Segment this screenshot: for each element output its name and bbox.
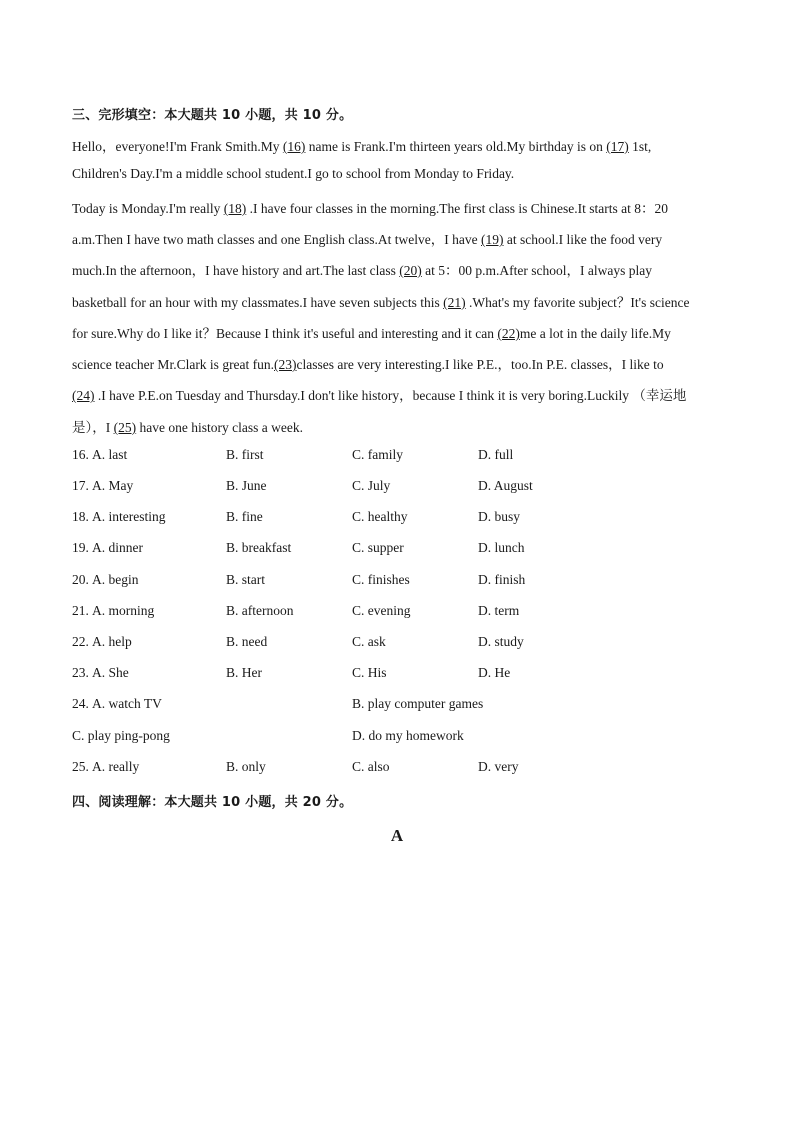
passage-line-9 <box>72 384 722 404</box>
option-c: C. family <box>352 447 403 462</box>
option-a: A. interesting <box>92 509 166 524</box>
option-a: A. dinner <box>92 540 143 555</box>
blank-17: (17) <box>606 139 629 154</box>
passage-text: .What's my favorite subject？It's science <box>465 295 690 310</box>
passage-text: me a lot in the daily life.My <box>519 326 671 341</box>
passage-line-6 <box>72 291 722 311</box>
option-d: D. lunch <box>478 540 525 555</box>
passage-text: for sure.Why do I like it？Because I think it's useful and interesting and it can <box>72 326 498 341</box>
passage-text: classes are very interesting.I like P.E.，too.In P.E. classes，I like to <box>296 357 664 372</box>
option-d: D. very <box>478 759 519 774</box>
option-b: B. only <box>226 759 266 774</box>
option-b: B. start <box>226 572 265 587</box>
option-c: C. evening <box>352 603 411 618</box>
option-b: B. June <box>226 478 267 493</box>
section-3-title: 三、完形填空：本大题共 10 小题，共 10 分。 <box>72 108 353 123</box>
option-a: A. May <box>92 478 134 493</box>
question-number: 19. <box>72 540 89 555</box>
question-number: 24. <box>72 696 89 711</box>
passage-line-2 <box>72 166 722 182</box>
passage-text: 1st, <box>628 139 652 154</box>
option-c: C. ask <box>352 634 386 649</box>
option-d: D. do my homework <box>352 728 464 743</box>
blank-21: (21) <box>443 295 466 310</box>
blank-22: (22) <box>497 326 520 341</box>
option-a: A. last <box>92 447 128 462</box>
option-d: D. term <box>478 603 520 618</box>
passage-text: at 5：00 p.m.After school，I always play <box>421 263 652 278</box>
option-b: B. fine <box>226 509 263 524</box>
question-number: 25. <box>72 759 89 774</box>
option-b: B. need <box>226 634 268 649</box>
passage-line-5 <box>72 259 722 279</box>
passage-line-7 <box>72 322 722 342</box>
option-d: D. full <box>478 447 514 462</box>
blank-20: (20) <box>399 263 422 278</box>
passage-text: basketball for an hour with my classmates.I have seven subjects this <box>72 295 444 310</box>
passage-text: have one history class a week. <box>136 420 303 435</box>
option-d: D. study <box>478 634 524 649</box>
passage-text: science teacher Mr.Clark is great fun. <box>72 357 275 372</box>
option-d: D. He <box>478 665 511 680</box>
option-c: C. supper <box>352 540 404 555</box>
option-d: D. finish <box>478 572 526 587</box>
option-b: B. afternoon <box>226 603 294 618</box>
passage-text: .I have four classes in the morning.The first class is Chinese.It starts at 8：20 <box>246 201 669 216</box>
passage-text: Children's Day.I'm a middle school student.I go to school from Monday to Friday. <box>72 166 515 181</box>
option-b: B. breakfast <box>226 540 292 555</box>
question-number: 23. <box>72 665 89 680</box>
option-b: B. Her <box>226 665 262 680</box>
blank-23: (23) <box>274 357 297 372</box>
option-c: C. July <box>352 478 391 493</box>
option-a: A. She <box>92 665 129 680</box>
option-c: C. also <box>352 759 390 774</box>
option-c: C. His <box>352 665 387 680</box>
option-a: A. really <box>92 759 140 774</box>
question-number: 17. <box>72 478 89 493</box>
question-number: 20. <box>72 572 89 587</box>
option-c: C. healthy <box>352 509 408 524</box>
section-4-title: 四、阅读理解：本大题共 10 小题，共 20 分。 <box>72 795 353 810</box>
passage-line-10 <box>72 416 722 436</box>
option-a: A. begin <box>92 572 139 587</box>
option-d: D. August <box>478 478 533 493</box>
passage-line-8 <box>72 353 722 373</box>
passage-text: Today is Monday.I'm really <box>72 201 224 216</box>
passage-line-3 <box>72 197 722 217</box>
passage-heading: A <box>390 826 404 845</box>
blank-19: (19) <box>481 232 504 247</box>
option-c: C. play ping-pong <box>72 728 170 743</box>
question-number: 21. <box>72 603 89 618</box>
question-number: 18. <box>72 509 89 524</box>
option-a: A. help <box>92 634 132 649</box>
blank-16: (16) <box>282 139 306 154</box>
question-number: 16. <box>72 447 89 462</box>
option-b: B. play computer games <box>352 696 484 711</box>
passage-text: Hello，everyone!I'm Frank Smith.My <box>72 139 283 154</box>
blank-25: (25) <box>113 420 137 435</box>
passage-text: much.In the afternoon，I have history and art.The last class <box>72 263 400 278</box>
option-a: A. watch TV <box>92 696 162 711</box>
passage-line-1 <box>72 135 722 155</box>
passage-text: at school.I like the food very <box>503 232 663 247</box>
blank-18: (18) <box>223 201 247 216</box>
option-a: A. morning <box>92 603 155 618</box>
passage-text: name is Frank.I'm thirteen years old.My birthday is on <box>305 139 607 154</box>
blank-24: (24) <box>72 388 95 403</box>
passage-text: .I have P.E.on Tuesday and Thursday.I don't like history，because I think it is very boring.Luckily （幸运地 <box>94 388 687 403</box>
question-number: 22. <box>72 634 89 649</box>
option-c: C. finishes <box>352 572 410 587</box>
option-b: B. first <box>226 447 264 462</box>
passage-line-4 <box>72 228 722 248</box>
passage-text: 是），I <box>72 420 114 435</box>
passage-text: a.m.Then I have two math classes and one English class.At twelve，I have <box>72 232 482 247</box>
option-d: D. busy <box>478 509 521 524</box>
